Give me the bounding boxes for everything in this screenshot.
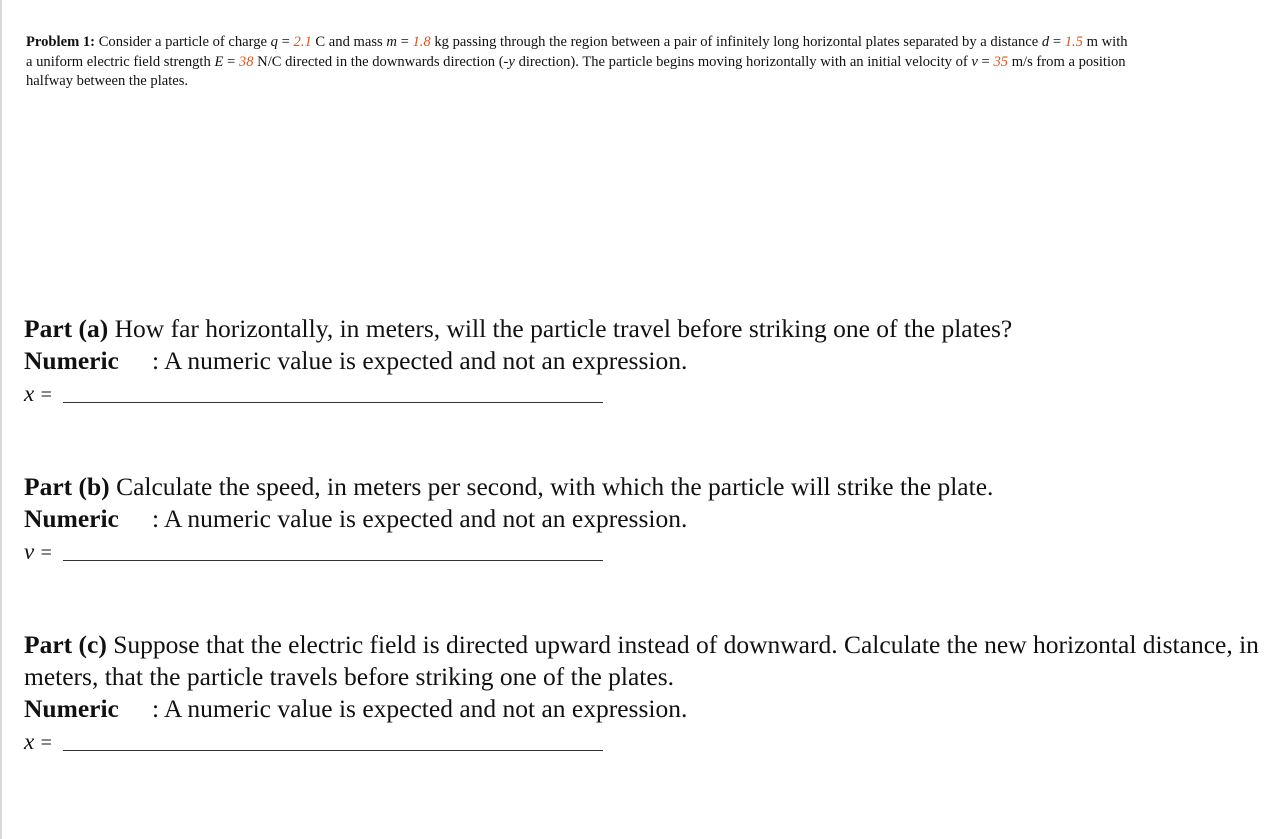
part-b-question-text: Calculate the speed, in meters per second, with which the particle will strike the plate. <box>116 472 994 501</box>
part-a-answer <box>24 377 1264 411</box>
problem-text: m/s from a position halfway between the plates. <box>26 53 1126 90</box>
part-a-label: Part (a) <box>24 314 109 343</box>
problem-text: N/C directed in the downwards direction (- <box>257 53 509 70</box>
answer-equals: = <box>40 542 52 564</box>
velocity-value: 35 <box>993 53 1009 70</box>
numeric-hint: : A numeric value is expected and not an expression. <box>152 346 688 375</box>
charge-value: 2.1 <box>293 34 312 50</box>
part-b-numeric <box>24 503 1264 535</box>
equals: = <box>400 34 409 50</box>
answer-equals: = <box>40 732 52 754</box>
problem-text: m with a uniform electric field strength <box>26 34 1128 70</box>
distance-value: 1.5 <box>1064 34 1083 50</box>
problem-statement <box>26 33 1136 92</box>
problem-text: Consider a particle of charge <box>98 34 268 50</box>
part-a-answer-field[interactable] <box>63 402 603 403</box>
part-a <box>24 313 1264 411</box>
part-b-answer-field[interactable] <box>63 560 603 561</box>
part-c-answer <box>24 725 1264 759</box>
equals: = <box>281 34 290 50</box>
field-symbol: E <box>214 53 224 70</box>
part-c-label: Part (c) <box>24 630 107 659</box>
part-c-question <box>24 629 1264 693</box>
numeric-label: Numeric <box>24 694 119 723</box>
problem-text: kg passing through the region between a pair of infinitely long horizontal plates separated by a distance <box>434 34 1039 50</box>
mass-value: 1.8 <box>412 34 431 50</box>
distance-symbol: d <box>1041 34 1050 50</box>
answer-variable: v <box>24 539 35 564</box>
part-b-question <box>24 471 1264 503</box>
numeric-label: Numeric <box>24 504 119 533</box>
part-b-answer <box>24 535 1264 569</box>
part-a-question-text: How far horizontally, in meters, will the particle travel before striking one of the plates? <box>114 314 1013 343</box>
charge-symbol: q <box>270 34 278 50</box>
part-b-label: Part (b) <box>24 472 110 501</box>
equals: = <box>981 53 990 70</box>
part-c-answer-field[interactable] <box>63 750 603 751</box>
part-c-question-text: Suppose that the electric field is directed upward instead of downward. Calculate the new horizontal distance, in meters, that the particle travels before striking one of the plates. <box>24 630 1259 691</box>
problem-label: Problem 1: <box>26 34 96 50</box>
part-a-question <box>24 313 1264 345</box>
answer-variable: x <box>24 729 35 754</box>
numeric-label: Numeric <box>24 346 119 375</box>
numeric-hint: : A numeric value is expected and not an expression. <box>152 694 688 723</box>
problem-text: C and mass <box>315 34 383 50</box>
equals: = <box>1052 34 1062 50</box>
velocity-symbol: v <box>971 53 978 70</box>
part-a-numeric <box>24 345 1264 377</box>
answer-variable: x <box>24 381 35 406</box>
part-c-numeric <box>24 693 1264 725</box>
part-b <box>24 471 1264 569</box>
problem-text: direction). The particle begins moving horizontally with an initial velocity of <box>518 53 968 70</box>
part-c <box>24 629 1264 759</box>
equals: = <box>227 53 236 70</box>
mass-symbol: m <box>386 34 397 50</box>
answer-equals: = <box>40 384 52 406</box>
y-symbol: y <box>508 53 515 70</box>
field-value: 38 <box>238 53 254 70</box>
numeric-hint: : A numeric value is expected and not an expression. <box>152 504 688 533</box>
